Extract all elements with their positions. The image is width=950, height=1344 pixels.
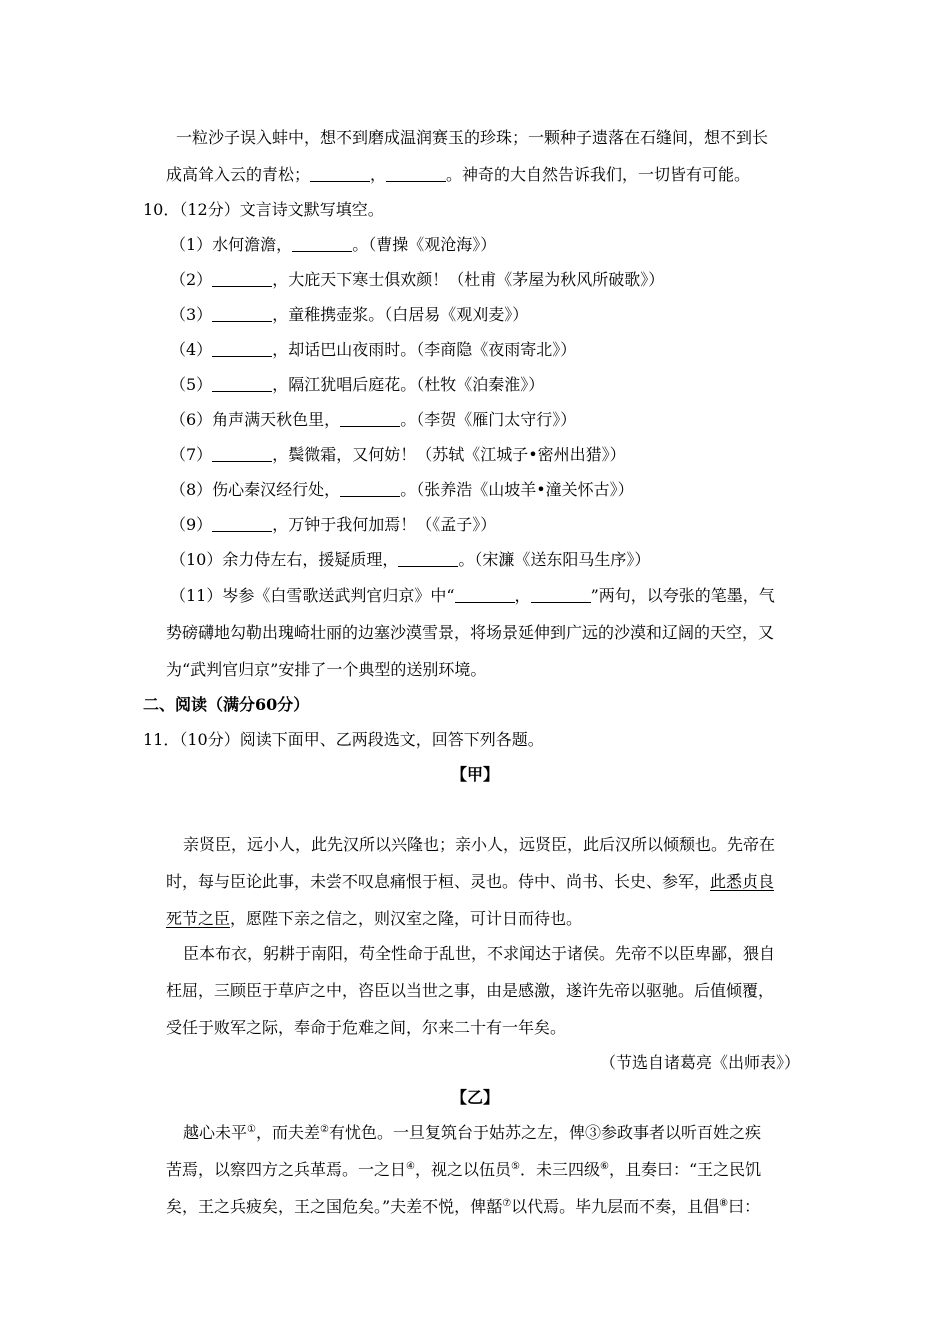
jia-p1-line-3: 死节之臣，愿陛下亲之信之，则汉室之隆，可计日而待也。: [166, 909, 583, 928]
passage-yi-title: 【乙】: [450, 1088, 499, 1107]
yi-line-1: 越心未平①，而夫差②有忧色。一旦复筑台于姑苏之左，俾③参政事者以听百姓之疾: [183, 1123, 761, 1142]
answer-blank[interactable]: [398, 550, 458, 567]
footnote-mark: ④: [406, 1161, 415, 1172]
intro-line-2: 成高耸入云的青松； ， 。神奇的大自然告诉我们，一切皆有可能。: [166, 165, 751, 184]
q10-item-11: （11）岑参《白雪歌送武判官归京》中“ ， ”两句，以夸张的笔墨，气: [170, 586, 775, 605]
q10-item-2: （2） ，大庇天下寒士俱欢颜！（杜甫《茅屋为秋风所破歌》）: [170, 270, 665, 289]
underlined-phrase: 此悉贞良: [710, 872, 775, 891]
answer-blank[interactable]: [212, 270, 272, 287]
yi-line-3: 矣，王之兵疲矣，王之国危矣。”夫差不悦，俾嚭⑦以代焉。毕九层而不奏，且倡⑧曰：: [166, 1197, 761, 1216]
passage-jia-title: 【甲】: [450, 765, 499, 784]
underlined-phrase: 死节之臣: [166, 909, 231, 928]
footnote-mark: ⑦: [502, 1198, 512, 1209]
answer-blank[interactable]: [386, 165, 446, 182]
q10-item-9: （9） ，万钟于我何加焉！（《孟子》）: [170, 515, 497, 534]
q10-item-7: （7） ，鬓微霜，又何妨！（苏轼《江城子•密州出猎》）: [170, 445, 626, 464]
footnote-mark: ①: [247, 1124, 256, 1135]
intro-line-1: 一粒沙子误入蚌中，想不到磨成温润赛玉的珍珠；一颗种子遗落在石缝间，想不到长: [176, 128, 769, 147]
jia-p2-line-1: 臣本布衣，躬耕于南阳，苟全性命于乱世，不求闻达于诸侯。先帝不以臣卑鄙，猥自: [183, 944, 776, 963]
answer-blank[interactable]: [340, 410, 400, 427]
section-2-title: 二、阅读（满分60分）: [143, 695, 310, 714]
q10-item-11-line-2: 势磅礴地勾勒出瑰崎壮丽的边塞沙漠雪景，将场景延伸到广远的沙漠和辽阔的天空，又: [166, 623, 775, 642]
q10-item-11-line-3: 为“武判官归京”安排了一个典型的送别环境。: [166, 660, 487, 679]
q10-item-6: （6）角声满天秋色里， 。（李贺《雁门太守行》）: [170, 410, 577, 429]
answer-blank[interactable]: [212, 515, 272, 532]
answer-blank[interactable]: [292, 235, 352, 252]
footnote-mark: ②: [320, 1124, 329, 1135]
answer-blank[interactable]: [531, 586, 591, 603]
q10-item-5: （5） ，隔江犹唱后庭花。（杜牧《泊秦淮》）: [170, 375, 545, 394]
q10-item-3: （3） ，童稚携壶浆。（白居易《观刈麦》）: [170, 305, 529, 324]
footnote-mark: ⑧: [719, 1198, 729, 1209]
q10-item-10: （10）余力侍左右，援疑质理， 。（宋濂《送东阳马生序》）: [170, 550, 651, 569]
answer-blank[interactable]: [455, 586, 515, 603]
jia-p2-line-3: 受任于败军之际，奉命于危难之间，尔来二十有一年矣。: [166, 1018, 567, 1037]
jia-source: （节选自诸葛亮《出师表》）: [599, 1053, 800, 1072]
question-11-header: 11．（10分）阅读下面甲、乙两段选文，回答下列各题。: [143, 730, 544, 749]
yi-line-2: 苦焉，以察四方之兵革焉。一之日④，视之以伍员⑤．未三四级⑥，且奏曰：“王之民饥: [166, 1160, 762, 1179]
jia-p1-line-1: 亲贤臣，远小人，此先汉所以兴隆也；亲小人，远贤臣，此后汉所以倾颓也。先帝在: [183, 835, 776, 854]
footnote-mark: ⑥: [599, 1161, 609, 1172]
answer-blank[interactable]: [212, 340, 272, 357]
footnote-mark: ⑤: [511, 1161, 520, 1172]
answer-blank[interactable]: [212, 375, 272, 392]
q10-item-1: （1）水何澹澹， 。（曹操《观沧海》）: [170, 235, 497, 254]
q10-item-8: （8）伤心秦汉经行处， 。（张养浩《山坡羊•潼关怀古》）: [170, 480, 634, 499]
answer-blank[interactable]: [340, 480, 400, 497]
jia-p1-line-2: 时，每与臣论此事，未尝不叹息痛恨于桓、灵也。侍中、尚书、长史、参军，此悉贞良: [166, 872, 775, 891]
jia-p2-line-2: 枉屈，三顾臣于草庐之中，咨臣以当世之事，由是感激，遂许先帝以驱驰。后值倾覆，: [166, 981, 775, 1000]
q10-item-4: （4） ，却话巴山夜雨时。（李商隐《夜雨寄北》）: [170, 340, 577, 359]
answer-blank[interactable]: [310, 165, 370, 182]
answer-blank[interactable]: [212, 305, 272, 322]
question-10-header: 10．（12分）文言诗文默写填空。: [143, 200, 384, 219]
answer-blank[interactable]: [212, 445, 272, 462]
